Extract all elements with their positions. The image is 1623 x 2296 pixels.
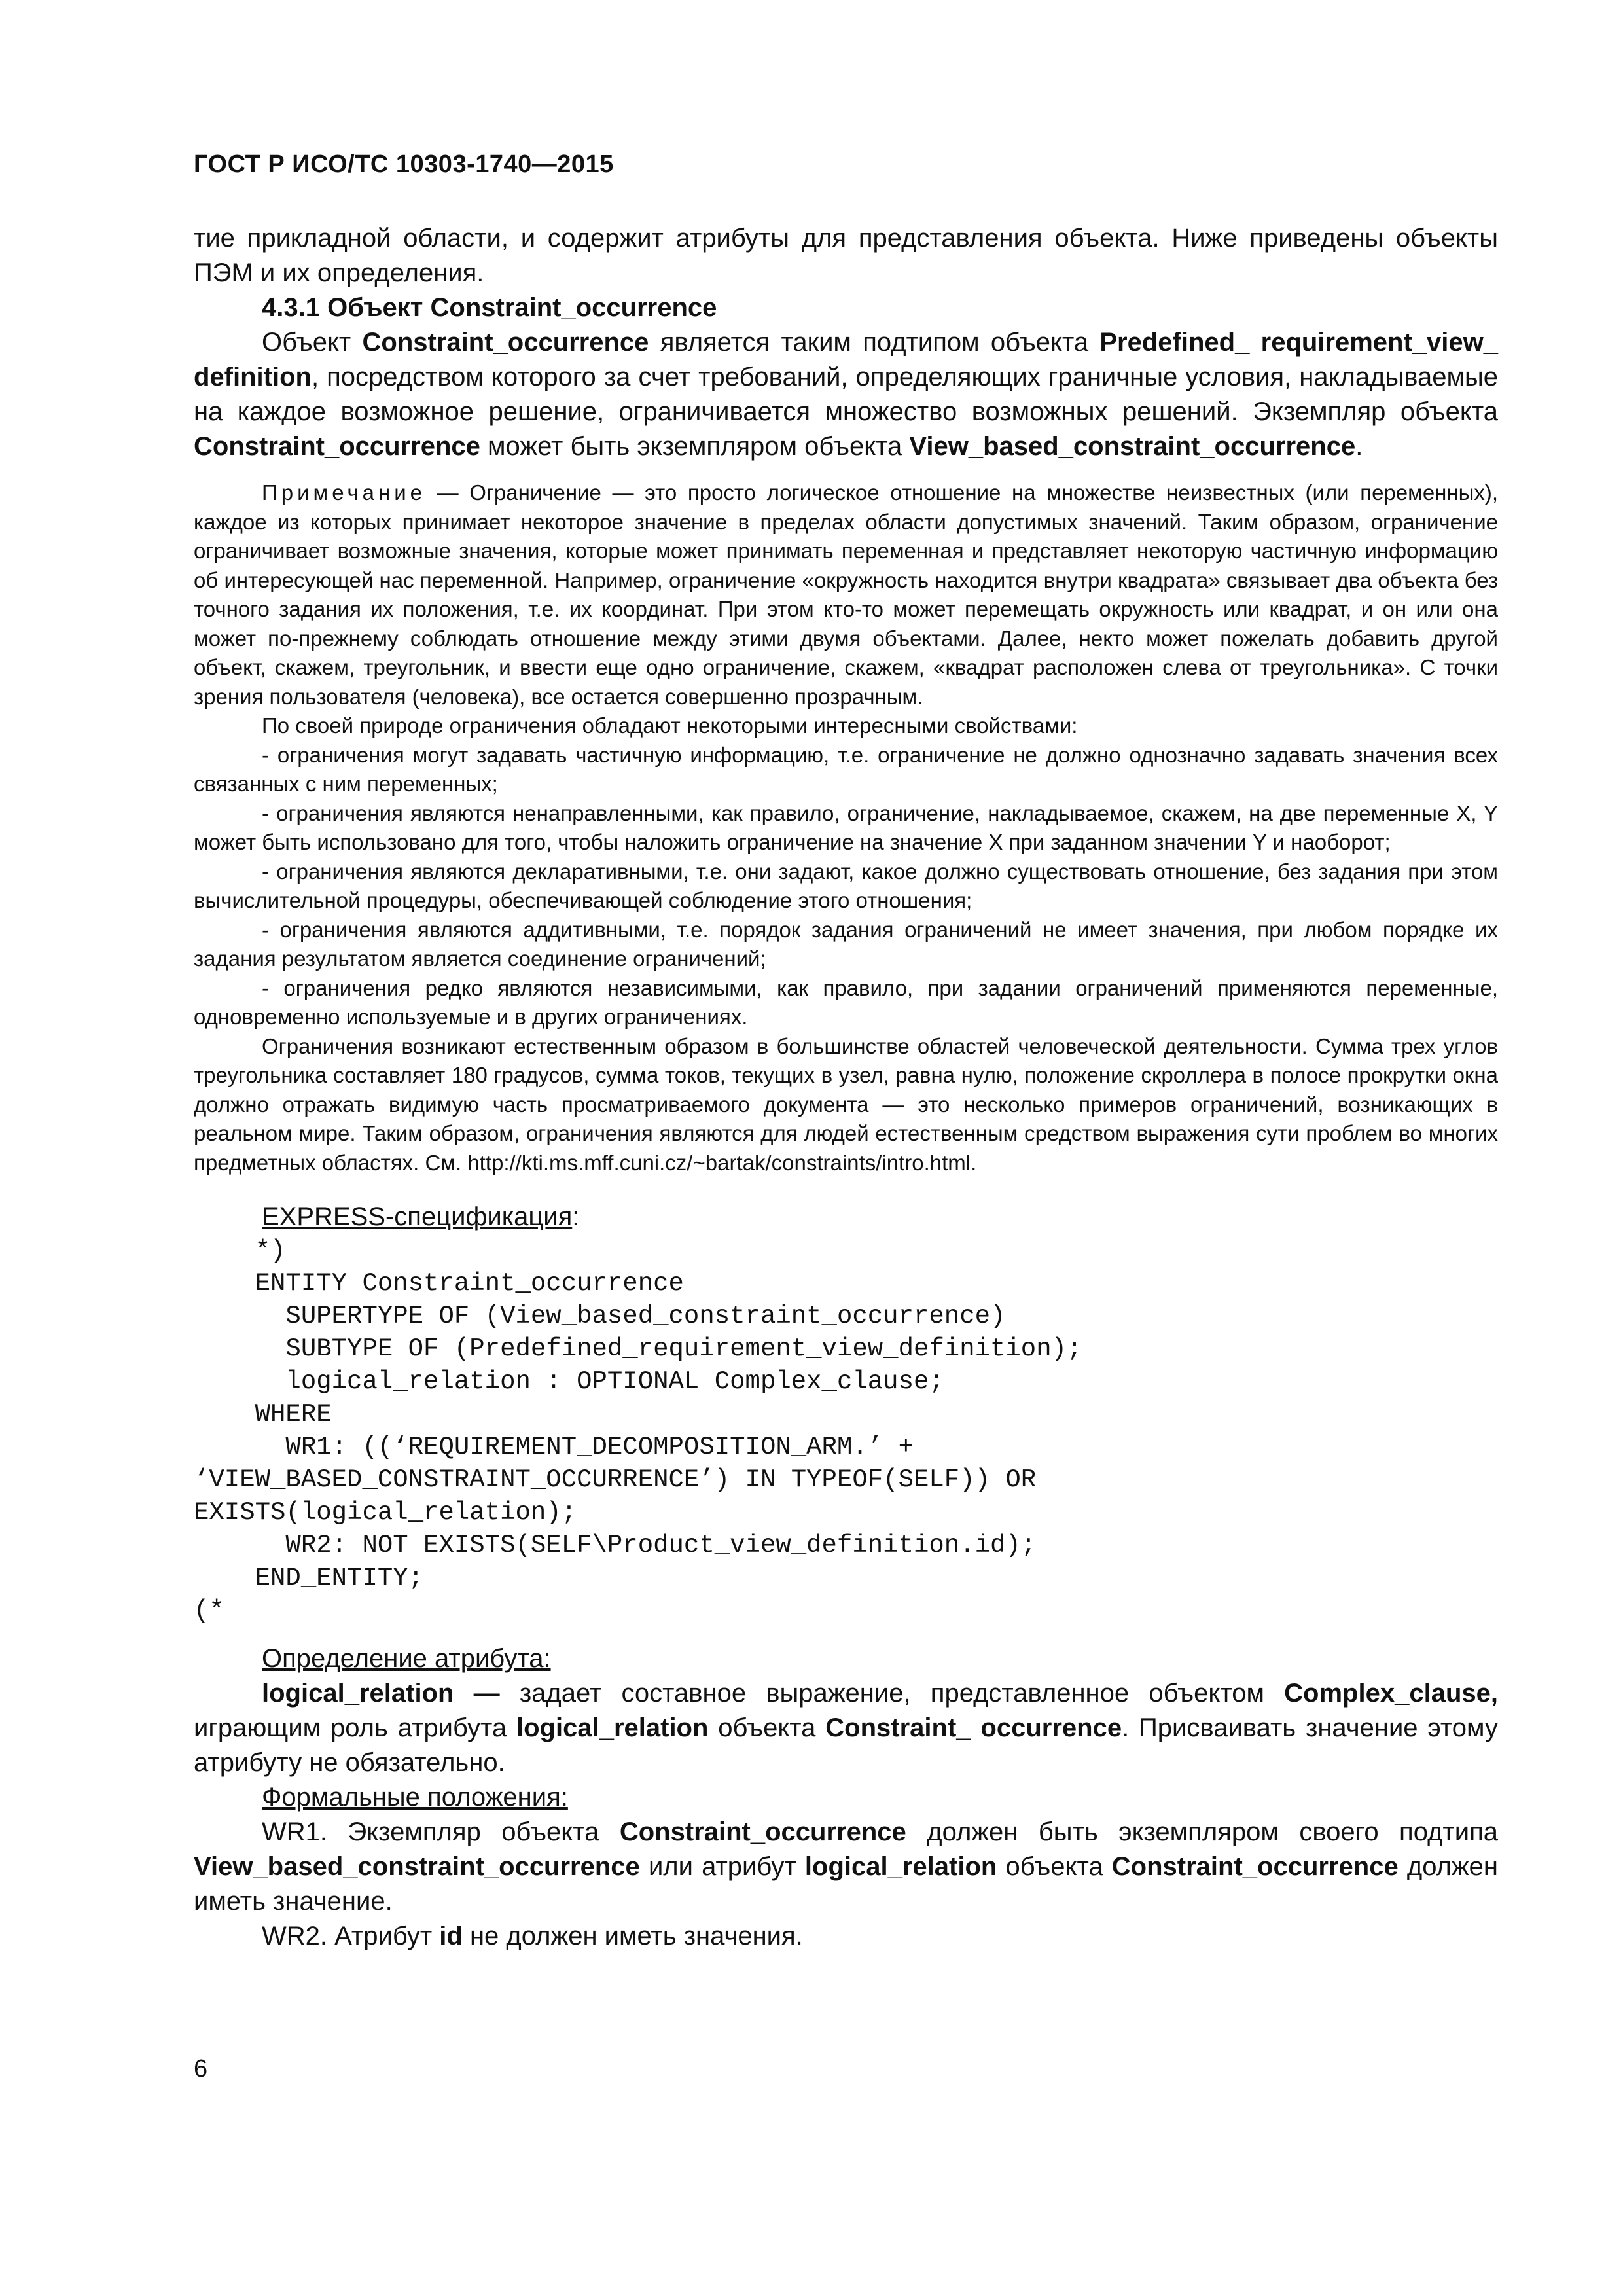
document-header: ГОСТ Р ИСО/ТС 10303-1740—2015	[194, 151, 614, 178]
section-paragraph	[194, 325, 1498, 464]
attribute-name: logical_relation —	[262, 1679, 500, 1708]
section-text: Объект	[262, 328, 363, 357]
note-list-item: - ограничения являются аддитивными, т.е. порядок задания ограничений не имеет значения, при любом порядке их задания результатом является соединение ограничений;	[194, 917, 1498, 971]
entity-name: View_based_constraint_occurrence	[909, 432, 1356, 461]
rule-text: объекта	[997, 1852, 1112, 1881]
formal-rule-wr1	[194, 1815, 1498, 1919]
attribute-name: logical_relation	[516, 1713, 709, 1742]
rule-text: должен иметь значение.	[194, 1852, 1498, 1916]
entity-name: Predefined_ requirement_view_ definition	[194, 328, 1499, 391]
note-label: Примечание	[262, 480, 427, 505]
note-paragraph	[194, 478, 1498, 711]
entity-name: Constraint_occurrence	[619, 1818, 906, 1846]
express-heading	[194, 1200, 1498, 1234]
entity-name: Constraint_occurrence	[194, 432, 480, 461]
note-list-item: - ограничения являются декларативными, т.е. они задают, какое должно существовать отношение, без задания при этом вычислительной процедуры, обеспечивающей соблюдение этого отношения;	[194, 859, 1498, 912]
entity-name: Constraint_ occurrence	[825, 1713, 1122, 1742]
page-number: 6	[194, 2055, 208, 2083]
rule-text: или атрибут	[639, 1852, 805, 1881]
rule-text: WR1. Экземпляр объекта	[262, 1818, 620, 1846]
note-properties-intro: По своей природе ограничения обладают некоторыми интересными свойствами:	[262, 713, 1078, 738]
attribute-name: id	[439, 1922, 463, 1950]
attribute-label: Определение атрибута:	[262, 1644, 551, 1673]
entity-name: Complex_clause,	[1284, 1679, 1498, 1708]
note-list-item: - ограничения являются ненаправленными, как правило, ограничение, накладываемое, скажем, на две переменные X, Y может быть использовано для того, чтобы наложить ограничение на значение X при заданном значении Y и наоборот;	[194, 800, 1498, 854]
section-heading: 4.3.1 Объект Constraint_occurrence	[262, 293, 717, 322]
note-list-item: - ограничения редко являются независимыми, как правило, при задании ограничений применяются переменные, одновременно используемые и в других ограничениях.	[194, 975, 1498, 1029]
note-closing-paragraph: Ограничения возникают естественным образом в большинстве областей человеческой деятельности. Сумма трех углов треугольника составляет 180 градусов, сумма токов, текущих в узел, равна нулю, положение скроллера в полосе прокрутки окна должно отражать видимую часть просматриваемого документа — это несколько примеров ограничений, возникающих в реальном мире. Таким образом, ограничения являются для людей естественным средством выражения сути проблем во многих предметных областях. См. http://kti.ms.mff.cuni.cz/~bartak/constraints/intro.html.	[194, 1033, 1498, 1175]
express-label: EXPRESS-спецификация	[262, 1202, 573, 1231]
rule-text: не должен иметь значения.	[462, 1922, 803, 1950]
express-code-block: *) ENTITY Constraint_occurrence SUPERTYPE OF (View_based_constraint_occurrence) SUBTYPE OF (Predefined_requirement_view_definition); logical_relation : OPTIONAL Complex_clause; WHERE WR1: ((‘REQUIREMENT_DECOMPOSITION_ARM.’ + ‘VIEW_BASED_CONSTRAINT_OCCURRENCE’) IN TYPEOF(SELF)) OR EXISTS(logical_relation); WR2: NOT EXISTS(SELF\Product_view_definition.id); END_ENTITY; (*	[194, 1236, 1082, 1625]
formal-rule-wr2	[194, 1919, 1498, 1954]
section-text: .	[1355, 432, 1363, 461]
note-dash: —	[426, 480, 470, 505]
rule-text: WR2. Атрибут	[262, 1922, 440, 1950]
formal-heading	[194, 1780, 1498, 1815]
attribute-heading	[194, 1641, 1498, 1676]
attribute-text: задает составное выражение, представленное объектом	[499, 1679, 1285, 1708]
note-text: Ограничение — это просто логическое отношение на множестве неизвестных (или переменных), каждое из которых принимает некоторое значение в пределах области допустимых значений. Таким образом, ограничение ограничивает возможные значения, которые может принимать переменная и представляет некоторую частичную информацию об интересующей нас переменной. Например, ограничение «окружность находится внутри квадрата» связывает два объекта без точного задания их положения, т.е. их координат. При этом кто-то может перемещать окружность или квадрат, и он или она может по-прежнему соблюдать отношение между этими двумя объектами. Далее, некто может пожелать добавить другой объект, скажем, треугольник, и ввести еще одно ограничение, скажем, «квадрат расположен слева от треугольника». С точки зрения пользователя (человека), все остается совершенно прозрачным.	[194, 480, 1498, 709]
entity-name: Constraint_occurrence	[362, 328, 649, 357]
attribute-text: объекта	[708, 1713, 826, 1742]
attribute-text: играющим роль атрибута	[194, 1713, 516, 1742]
attribute-text: . Присваивать значение этому атрибуту не обязательно.	[194, 1713, 1498, 1777]
section-text: может быть экземпляром объекта	[480, 432, 910, 461]
rule-text: должен быть экземпляром своего подтипа	[906, 1818, 1498, 1846]
attribute-paragraph	[194, 1676, 1498, 1780]
entity-name: View_based_constraint_occurrence	[194, 1852, 640, 1881]
note-list-item: - ограничения могут задавать частичную информацию, т.е. ограничение не должно однозначно задавать значения всех связанных с ним переменных;	[194, 742, 1498, 796]
section-text: является таким подтипом объекта	[649, 328, 1100, 357]
express-colon: :	[572, 1202, 580, 1231]
formal-label: Формальные положения:	[262, 1783, 568, 1812]
document-body	[194, 221, 1498, 1954]
section-text: , посредством которого за счет требований, определяющих граничные условия, накладываемые на каждое возможное решение, ограничивается множество возможных решений. Экземпляр объекта	[194, 363, 1498, 426]
intro-paragraph: тие прикладной области, и содержит атрибуты для представления объекта. Ниже приведены объекты ПЭМ и их определения.	[194, 224, 1498, 287]
attribute-name: logical_relation	[804, 1852, 997, 1881]
entity-name: Constraint_occurrence	[1111, 1852, 1399, 1881]
